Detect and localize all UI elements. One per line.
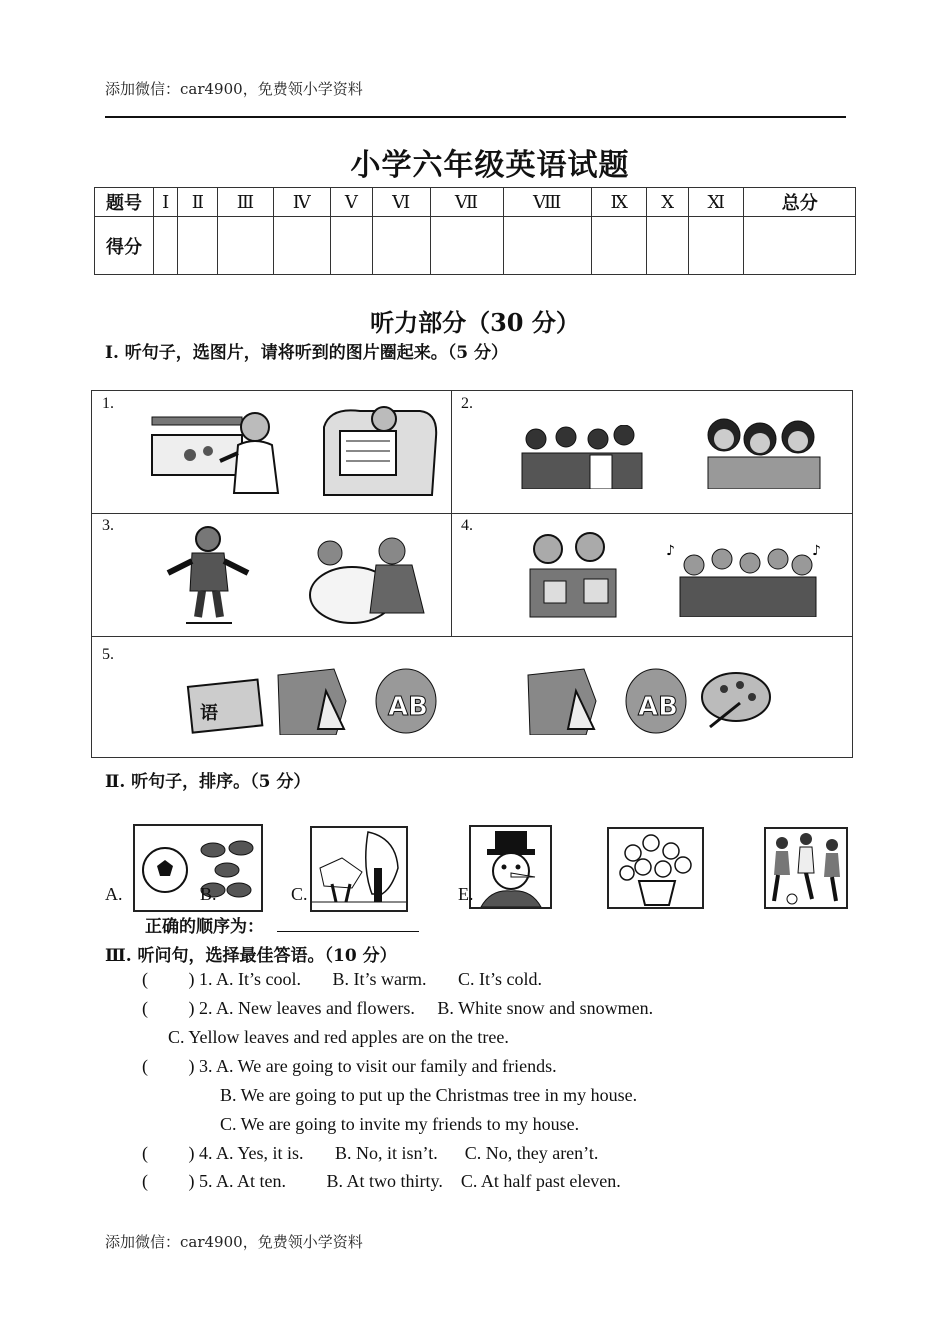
flowers-illustration xyxy=(609,829,702,907)
score-table xyxy=(94,187,856,275)
score-cell[interactable] xyxy=(688,217,744,275)
label-a: A. xyxy=(105,884,123,904)
picture-box-snowman[interactable] xyxy=(469,825,552,909)
col-2: Ⅱ xyxy=(178,188,218,217)
subject-icons-set-1[interactable] xyxy=(186,661,441,735)
col-3: Ⅲ xyxy=(218,188,273,217)
col-9: Ⅸ xyxy=(591,188,646,217)
label-b: B. xyxy=(200,884,217,904)
section3-instruction: Ⅲ. 听问句，选择最佳答语。（10 分） xyxy=(105,946,397,966)
question-1: ( ) 1. A. It’s cool. B. It’s warm. C. It’s cold. xyxy=(142,969,542,989)
col-8: Ⅷ xyxy=(503,188,591,217)
header-note: 添加微信：car4900，免费领小学资料 xyxy=(105,80,363,98)
svg-text:AB: AB xyxy=(388,692,428,722)
question-3-option-b: B. We are going to put up the Christmas tree in my house. xyxy=(220,1085,638,1105)
svg-text:♪: ♪ xyxy=(666,543,675,559)
item-number: 3. xyxy=(102,517,114,534)
svg-text:♪: ♪ xyxy=(812,543,821,559)
girls-group-illustration[interactable] xyxy=(704,413,824,489)
col-1: Ⅰ xyxy=(154,188,178,217)
question-5: ( ) 5. A. At ten. B. At two thirty. C. At half past eleven. xyxy=(142,1171,621,1191)
col-6: Ⅵ xyxy=(372,188,430,217)
question-4: ( ) 4. A. Yes, it is. B. No, it isn’t. C. No, they aren’t. xyxy=(142,1143,599,1163)
score-cell[interactable] xyxy=(154,217,178,275)
item-number: 4. xyxy=(461,517,473,534)
picture-box-trees[interactable] xyxy=(310,826,408,912)
item-number: 2. xyxy=(461,395,473,412)
col-11: Ⅺ xyxy=(688,188,744,217)
washing-dishes-illustration[interactable] xyxy=(150,405,285,495)
score-cell[interactable] xyxy=(591,217,646,275)
subject-icons-set-2[interactable] xyxy=(526,661,776,735)
grid-line xyxy=(92,636,852,637)
score-cell[interactable] xyxy=(218,217,273,275)
snowball-illustration[interactable] xyxy=(300,533,435,625)
score-cell[interactable] xyxy=(273,217,330,275)
grid-line xyxy=(92,513,852,514)
col-7: Ⅶ xyxy=(430,188,503,217)
col-total: 总分 xyxy=(744,188,856,217)
score-cell[interactable] xyxy=(372,217,430,275)
ball-candy-illustration xyxy=(135,826,261,910)
playing-football-illustration xyxy=(766,829,846,907)
score-cell[interactable] xyxy=(744,217,856,275)
snowman-illustration xyxy=(471,827,550,907)
page-title: 小学六年级英语试题 xyxy=(350,148,630,183)
label-c: C. xyxy=(291,884,308,904)
picture-box-ball-candy[interactable] xyxy=(133,824,263,912)
col-5: Ⅴ xyxy=(330,188,372,217)
trees-illustration xyxy=(312,828,406,910)
order-prompt: 正确的顺序为： xyxy=(145,917,264,937)
item-number: 1. xyxy=(102,395,114,412)
grid-line xyxy=(451,391,452,636)
label-e: E. xyxy=(458,884,474,904)
question-2: ( ) 2. A. New leaves and flowers. B. White snow and snowmen. xyxy=(142,998,654,1018)
footer-note: 添加微信：car4900，免费领小学资料 xyxy=(105,1233,363,1251)
item-number: 5. xyxy=(102,646,114,663)
skating-illustration[interactable] xyxy=(162,521,252,627)
col-4: Ⅳ xyxy=(273,188,330,217)
score-table-header-label: 题号 xyxy=(95,188,154,217)
gifts-illustration[interactable] xyxy=(526,529,620,619)
picture-box-playing-football[interactable] xyxy=(764,827,848,909)
section1-instruction: I. 听句子，选图片，请将听到的图片圈起来。（5 分） xyxy=(105,343,509,363)
reading-newspaper-illustration[interactable] xyxy=(320,397,440,497)
picture-box-flowers[interactable] xyxy=(607,827,704,909)
singing-group-illustration[interactable] xyxy=(666,541,826,617)
score-cell[interactable] xyxy=(430,217,503,275)
boys-group-illustration[interactable] xyxy=(520,425,645,489)
score-cell[interactable] xyxy=(503,217,591,275)
header-rule xyxy=(105,116,846,118)
question-3: ( ) 3. A. We are going to visit our family and friends. xyxy=(142,1056,557,1076)
svg-text:语: 语 xyxy=(200,703,218,724)
score-cell[interactable] xyxy=(178,217,218,275)
question-3-option-c: C. We are going to invite my friends to my house. xyxy=(220,1114,580,1134)
picture-grid xyxy=(91,390,853,758)
listening-title: 听力部分（30 分） xyxy=(370,308,580,337)
svg-text:AB: AB xyxy=(638,692,678,722)
question-2-option-c: C. Yellow leaves and red apples are on the tree. xyxy=(168,1027,509,1047)
score-cell[interactable] xyxy=(330,217,372,275)
score-cell[interactable] xyxy=(647,217,689,275)
score-row-label: 得分 xyxy=(95,217,154,275)
section2-instruction: Ⅱ. 听句子，排序。（5 分） xyxy=(105,772,311,792)
order-answer-line[interactable] xyxy=(277,931,419,932)
col-10: Ⅹ xyxy=(647,188,689,217)
